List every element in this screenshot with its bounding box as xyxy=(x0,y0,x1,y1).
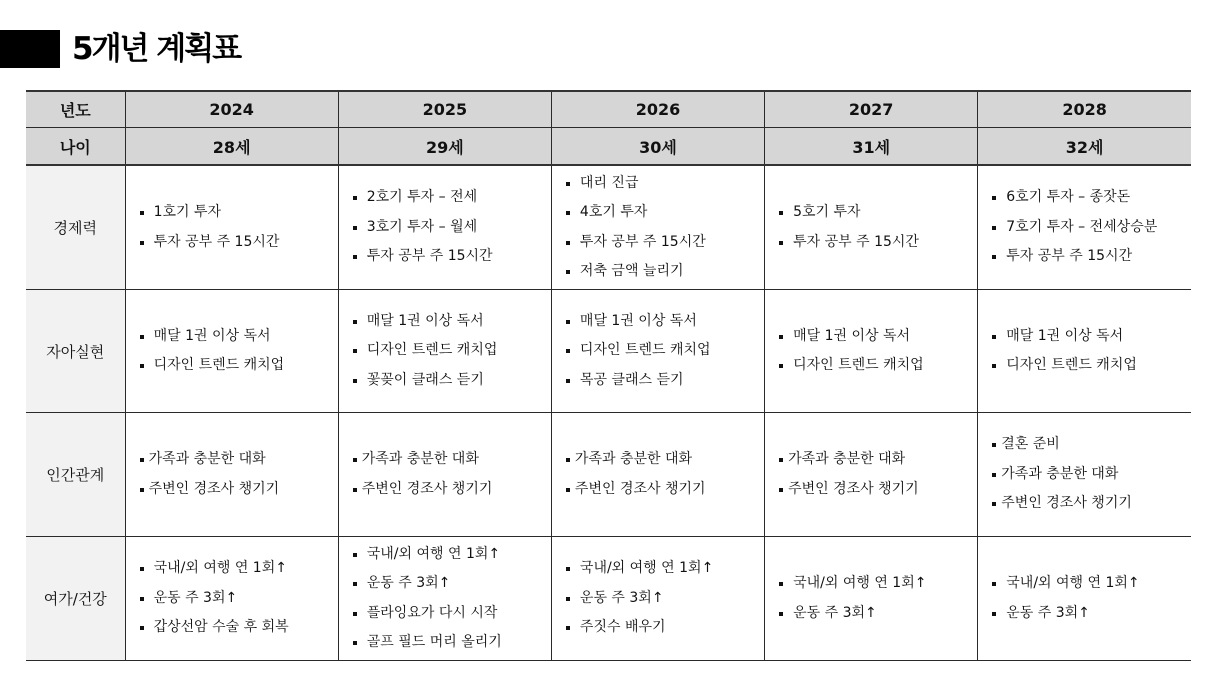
plan-item: 투자 공부 주 15시간 xyxy=(566,228,764,258)
plan-item: 국내/외 여행 연 1회↑ xyxy=(353,540,551,570)
cell-relationships-2024 xyxy=(125,413,338,537)
row-economic xyxy=(26,165,1191,290)
plan-item: 운동 주 3회↑ xyxy=(566,584,764,614)
cell-self-2028 xyxy=(978,290,1191,413)
row-label-leisure-health: 여가/건강 xyxy=(26,537,125,661)
plan-item: 디자인 트렌드 캐치업 xyxy=(566,336,764,366)
plan-item: 가족과 충분한 대화 xyxy=(140,445,338,475)
year-header-row xyxy=(26,91,1191,128)
cell-economic-2024 xyxy=(125,165,338,290)
cell-relationships-2028 xyxy=(978,413,1191,537)
plan-item: 골프 필드 머리 올리기 xyxy=(353,628,551,658)
plan-item: 국내/외 여행 연 1회↑ xyxy=(992,569,1191,599)
plan-item: 꽃꽂이 클래스 듣기 xyxy=(353,366,551,396)
age-2024: 28세 xyxy=(125,128,338,166)
plan-item: 7호기 투자 – 전세상승분 xyxy=(992,213,1191,243)
plan-item: 결혼 준비 xyxy=(992,430,1191,460)
row-relationships xyxy=(26,413,1191,537)
cell-leisure-2024 xyxy=(125,537,338,661)
row-label-relationships: 인간관계 xyxy=(26,413,125,537)
age-2026: 30세 xyxy=(551,128,764,166)
cell-economic-2025 xyxy=(338,165,551,290)
cell-self-2025 xyxy=(338,290,551,413)
row-leisure-health xyxy=(26,537,1191,661)
age-2028: 32세 xyxy=(978,128,1191,166)
title-accent-bar xyxy=(0,30,60,68)
plan-item: 가족과 충분한 대화 xyxy=(992,460,1191,490)
plan-item: 주변인 경조사 챙기기 xyxy=(140,475,338,505)
year-2027: 2027 xyxy=(765,91,978,128)
plan-item: 주짓수 배우기 xyxy=(566,613,764,643)
row-self-realization xyxy=(26,290,1191,413)
plan-item: 투자 공부 주 15시간 xyxy=(779,228,977,258)
cell-economic-2027 xyxy=(765,165,978,290)
plan-item: 주변인 경조사 챙기기 xyxy=(566,475,764,505)
plan-item: 플라잉요가 다시 시작 xyxy=(353,599,551,629)
year-2024: 2024 xyxy=(125,91,338,128)
plan-item: 갑상선암 수술 후 회복 xyxy=(140,613,338,643)
page-title: 5개년 계획표 xyxy=(72,31,241,67)
plan-item: 5호기 투자 xyxy=(779,198,977,228)
plan-item: 가족과 충분한 대화 xyxy=(566,445,764,475)
plan-item: 디자인 트렌드 캐치업 xyxy=(140,351,338,381)
plan-item: 매달 1권 이상 독서 xyxy=(992,322,1191,352)
plan-item: 4호기 투자 xyxy=(566,198,764,228)
plan-item: 주변인 경조사 챙기기 xyxy=(779,475,977,505)
plan-item: 운동 주 3회↑ xyxy=(992,599,1191,629)
age-2025: 29세 xyxy=(338,128,551,166)
cell-leisure-2028 xyxy=(978,537,1191,661)
cell-relationships-2026 xyxy=(551,413,764,537)
plan-item: 주변인 경조사 챙기기 xyxy=(353,475,551,505)
cell-economic-2028 xyxy=(978,165,1191,290)
plan-item: 대리 진급 xyxy=(566,169,764,199)
row-label-economic: 경제력 xyxy=(26,165,125,290)
plan-item: 국내/외 여행 연 1회↑ xyxy=(566,554,764,584)
plan-item: 디자인 트렌드 캐치업 xyxy=(992,351,1191,381)
plan-item: 2호기 투자 – 전세 xyxy=(353,183,551,213)
plan-item: 6호기 투자 – 종잣돈 xyxy=(992,183,1191,213)
plan-item: 디자인 트렌드 캐치업 xyxy=(779,351,977,381)
plan-item: 매달 1권 이상 독서 xyxy=(353,307,551,337)
plan-item: 투자 공부 주 15시간 xyxy=(353,242,551,272)
plan-item: 1호기 투자 xyxy=(140,198,338,228)
cell-self-2027 xyxy=(765,290,978,413)
plan-item: 투자 공부 주 15시간 xyxy=(992,242,1191,272)
plan-item: 매달 1권 이상 독서 xyxy=(140,322,338,352)
cell-economic-2026 xyxy=(551,165,764,290)
plan-item: 3호기 투자 – 월세 xyxy=(353,213,551,243)
plan-item: 목공 클래스 듣기 xyxy=(566,366,764,396)
plan-item: 가족과 충분한 대화 xyxy=(353,445,551,475)
plan-item: 저축 금액 늘리기 xyxy=(566,257,764,287)
plan-item: 매달 1권 이상 독서 xyxy=(566,307,764,337)
cell-leisure-2027 xyxy=(765,537,978,661)
year-2028: 2028 xyxy=(978,91,1191,128)
plan-item: 국내/외 여행 연 1회↑ xyxy=(140,554,338,584)
year-2025: 2025 xyxy=(338,91,551,128)
age-label: 나이 xyxy=(26,128,125,166)
cell-relationships-2027 xyxy=(765,413,978,537)
plan-item: 운동 주 3회↑ xyxy=(779,599,977,629)
plan-item: 가족과 충분한 대화 xyxy=(779,445,977,475)
cell-self-2024 xyxy=(125,290,338,413)
row-label-self-realization: 자아실현 xyxy=(26,290,125,413)
plan-item: 국내/외 여행 연 1회↑ xyxy=(779,569,977,599)
age-header-row xyxy=(26,128,1191,166)
year-2026: 2026 xyxy=(551,91,764,128)
plan-item: 디자인 트렌드 캐치업 xyxy=(353,336,551,366)
five-year-plan-table xyxy=(26,90,1191,661)
plan-item: 매달 1권 이상 독서 xyxy=(779,322,977,352)
cell-relationships-2025 xyxy=(338,413,551,537)
plan-item: 운동 주 3회↑ xyxy=(140,584,338,614)
year-label: 년도 xyxy=(26,91,125,128)
cell-leisure-2026 xyxy=(551,537,764,661)
age-2027: 31세 xyxy=(765,128,978,166)
cell-self-2026 xyxy=(551,290,764,413)
plan-item: 투자 공부 주 15시간 xyxy=(140,228,338,258)
cell-leisure-2025 xyxy=(338,537,551,661)
plan-item: 주변인 경조사 챙기기 xyxy=(992,489,1191,519)
plan-item: 운동 주 3회↑ xyxy=(353,569,551,599)
